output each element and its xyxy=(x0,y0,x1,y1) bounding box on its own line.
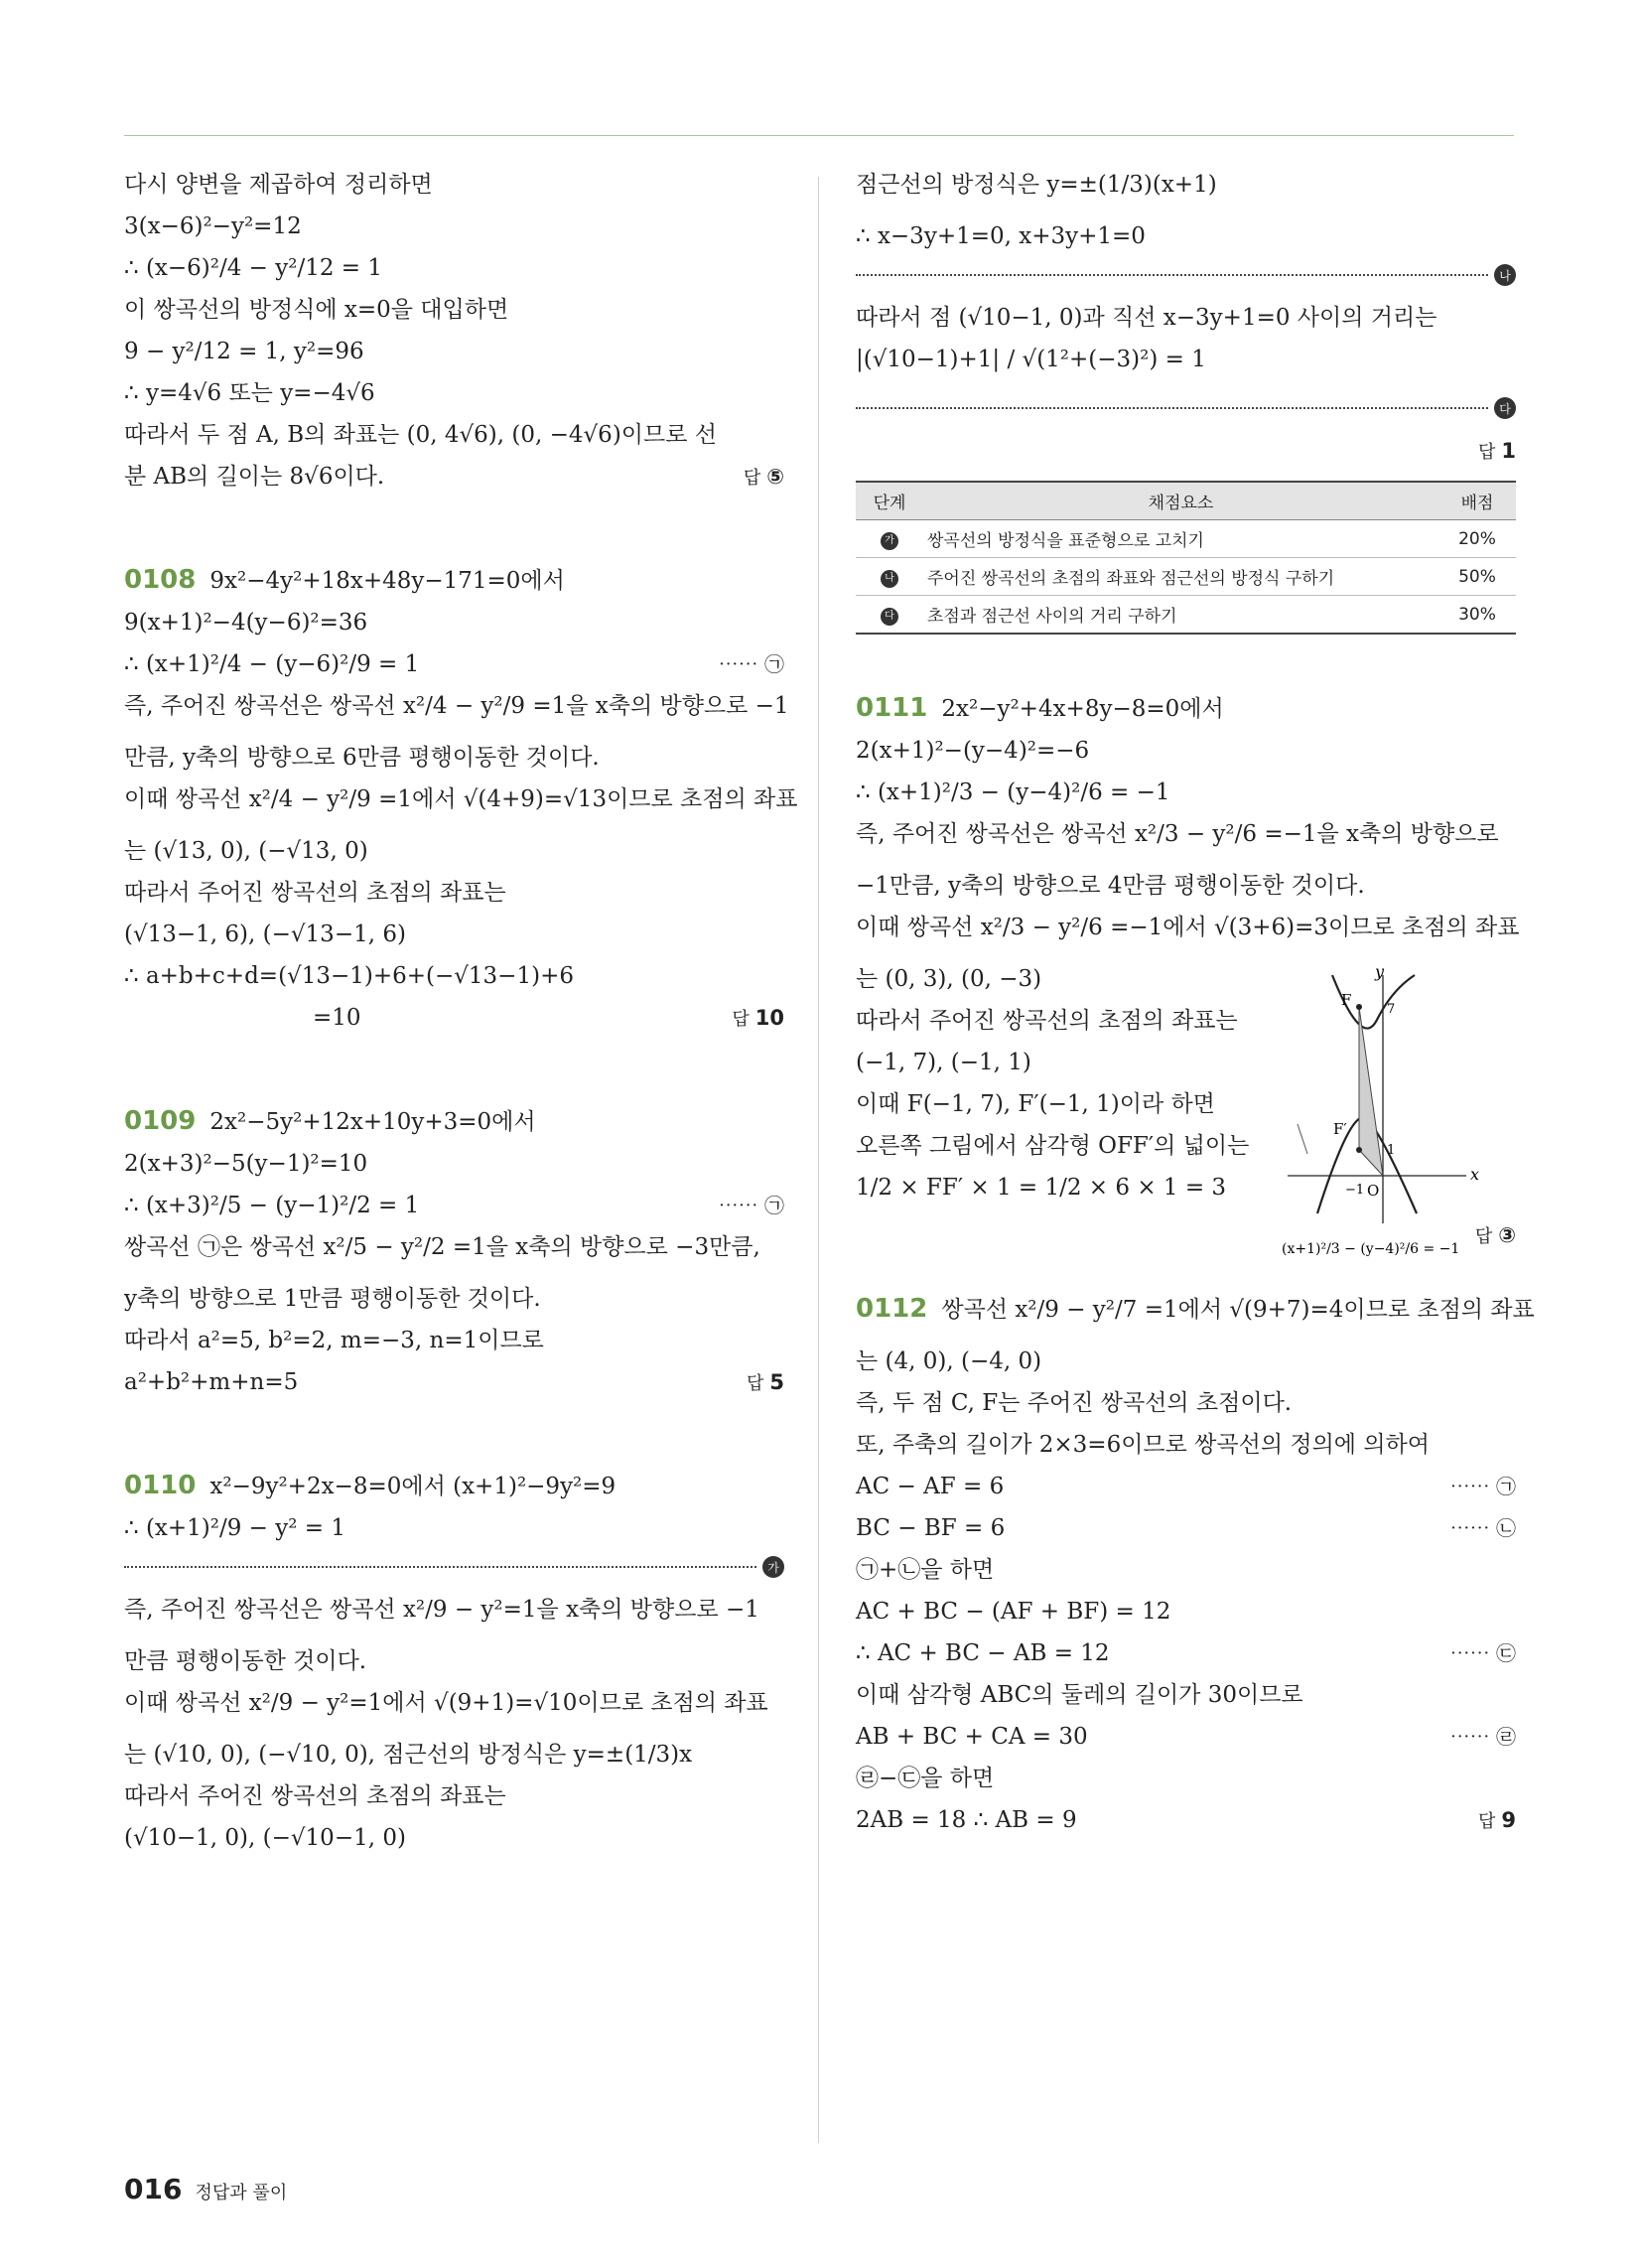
problem-0109-header xyxy=(124,1107,784,1136)
equation-line: 9(x+1)²−4(y−6)²=36 xyxy=(124,610,368,636)
text-line: 만큼 평행이동한 것이다. xyxy=(124,1648,367,1674)
section-title: 정답과 풀이 xyxy=(195,2183,288,2203)
answer-value: 9 xyxy=(1501,1808,1516,1832)
focus-f-point xyxy=(1356,1004,1362,1010)
answer-tag: 답 xyxy=(1477,442,1496,463)
answer xyxy=(732,1004,784,1034)
equation-line: |(√10−1)+1| / √(1²+(−3)²) = 1 xyxy=(856,347,1206,372)
answer-row xyxy=(856,1806,1516,1836)
text-line: 는 (0, 3), (0, −3) xyxy=(856,966,1042,992)
equation-line: ∴ (x+1)²/9 − y² = 1 xyxy=(124,1515,346,1541)
dotted-rule xyxy=(856,274,1488,276)
equation-text: AC − AF = 6 xyxy=(856,1474,1005,1499)
text-line: 따라서 주어진 쌍곡선의 초점의 좌표는 xyxy=(856,1008,1238,1034)
table-cell: 30% xyxy=(1438,596,1516,635)
equation-text: BC − BF = 6 xyxy=(856,1515,1006,1541)
page-number: 016 xyxy=(124,2173,183,2205)
equation-line: ∴ x−3y+1=0, x+3y+1=0 xyxy=(856,223,1146,249)
origin-label: O xyxy=(1367,1182,1380,1200)
equation-line: ∴ y=4√6 또는 y=−4√6 xyxy=(124,380,375,406)
equation-line: 2AB = 18 ∴ AB = 9 xyxy=(856,1807,1077,1833)
equation-line: 1/2 × FF′ × 1 = 1/2 × 6 × 1 = 3 xyxy=(856,1175,1227,1201)
hyperbola-graph xyxy=(1278,965,1516,1263)
problem-0108-header xyxy=(124,566,784,595)
equation-text: ∴ AC + BC − AB = 12 xyxy=(856,1640,1110,1666)
answer-value: 1 xyxy=(1501,439,1516,463)
text-line: 즉, 두 점 C, F는 주어진 쌍곡선의 초점이다. xyxy=(856,1390,1293,1416)
table-cell xyxy=(856,558,923,596)
answer xyxy=(744,463,784,493)
equation-line: 3(x−6)²−y²=12 xyxy=(124,213,302,239)
answer-tag: 답 xyxy=(732,1009,750,1030)
step-badge: 다 xyxy=(1494,397,1516,419)
text-line: 즉, 주어진 쌍곡선은 쌍곡선 x²/3 − y²/6 =−1을 x축의 방향으로 xyxy=(856,821,1499,847)
answer-row xyxy=(124,463,784,493)
equation-text: ∴ (x+1)²/4 − (y−6)²/9 = 1 xyxy=(124,651,420,677)
equation-line: (−1, 7), (−1, 1) xyxy=(856,1050,1031,1075)
triangle-off xyxy=(1359,1007,1383,1176)
equation-line xyxy=(856,1514,1516,1542)
step-divider xyxy=(856,397,1516,419)
equation-mark: ⋯⋯ ㉠ xyxy=(1449,1475,1516,1498)
problem-number: 0109 xyxy=(124,1106,197,1136)
equation-line: ∴ (x+1)²/3 − (y−4)²/6 = −1 xyxy=(856,780,1170,805)
text-line: 이때 쌍곡선 x²/3 − y²/6 =−1에서 √(3+6)=3이므로 초점의 좌표 xyxy=(856,915,1520,940)
y-axis-label: y xyxy=(1375,965,1385,981)
answer-value: ③ xyxy=(1498,1223,1516,1247)
table-row xyxy=(856,558,1516,596)
equation-line xyxy=(856,1723,1516,1751)
equation-line: 2(x+1)²−(y−4)²=−6 xyxy=(856,738,1090,764)
equation-line xyxy=(856,1473,1516,1500)
answer-row xyxy=(856,437,1516,467)
equation-mark: ⋯⋯ ㉣ xyxy=(1449,1725,1516,1749)
answer-tag: 답 xyxy=(1474,1226,1493,1247)
table-row xyxy=(856,520,1516,558)
equation-mark: ⋯⋯ ㉡ xyxy=(1449,1516,1516,1540)
equation-mark: ⋯⋯ ㉠ xyxy=(718,1194,784,1217)
table-header: 단계 xyxy=(856,482,923,520)
x-axis-label: x xyxy=(1470,1165,1480,1184)
answer-row xyxy=(124,1004,784,1034)
table-cell: 주어진 쌍곡선의 초점의 좌표와 점근선의 방정식 구하기 xyxy=(923,558,1438,596)
text-line: 즉, 주어진 쌍곡선은 쌍곡선 x²/4 − y²/9 =1을 x축의 방향으로 −1 xyxy=(124,693,789,719)
text-line: 는 (4, 0), (−4, 0) xyxy=(856,1348,1042,1374)
text-line: 는 (√10, 0), (−√10, 0), 점근선의 방정식은 y=±(1/3)x xyxy=(124,1742,693,1768)
equation-line: x²−9y²+2x−8=0에서 (x+1)²−9y²=9 xyxy=(209,1474,616,1499)
step-badge: 나 xyxy=(1494,264,1516,286)
step-badge: 가 xyxy=(881,532,898,550)
step-divider xyxy=(124,1556,784,1578)
text-line: 점근선의 방정식은 y=±(1/3)(x+1) xyxy=(856,172,1217,198)
answer xyxy=(1478,1806,1516,1836)
text-line: 만큼, y축의 방향으로 6만큼 평행이동한 것이다. xyxy=(124,745,600,771)
table-cell: 50% xyxy=(1438,558,1516,596)
text-line: 즉, 주어진 쌍곡선은 쌍곡선 x²/9 − y²=1을 x축의 방향으로 −1 xyxy=(124,1597,759,1623)
text-line: 분 AB의 길이는 8√6이다. xyxy=(124,464,385,490)
scoring-table xyxy=(856,481,1516,635)
page-footer xyxy=(124,2173,287,2205)
equation-line: ∴ (x−6)²/4 − y²/12 = 1 xyxy=(124,255,383,281)
text-line: 따라서 두 점 A, B의 좌표는 (0, 4√6), (0, −4√6)이므로 선 xyxy=(124,422,717,448)
text-line: ㉠+㉡을 하면 xyxy=(856,1557,995,1583)
tick-m1-label: −1 xyxy=(1345,1183,1365,1198)
hyperbola-svg xyxy=(1278,965,1516,1263)
equation-text: AB + BC + CA = 30 xyxy=(856,1724,1088,1750)
problem-number: 0112 xyxy=(856,1294,928,1324)
graph-block xyxy=(856,965,1516,1257)
problem-number: 0111 xyxy=(856,693,928,723)
focus-fp-point xyxy=(1356,1147,1362,1153)
table-row xyxy=(856,596,1516,635)
text-line: −1만큼, y축의 방향으로 4만큼 평행이동한 것이다. xyxy=(856,873,1365,899)
table-cell: 20% xyxy=(1438,520,1516,558)
problem-0110-header xyxy=(124,1472,784,1500)
equation-line: AC + BC − (AF + BF) = 12 xyxy=(856,1599,1171,1625)
table-cell xyxy=(856,596,923,635)
table-cell: 초점과 점근선 사이의 거리 구하기 xyxy=(923,596,1438,635)
text-line: 는 (√13, 0), (−√13, 0) xyxy=(124,838,368,864)
equation-line xyxy=(124,1192,784,1219)
table-header: 배점 xyxy=(1438,482,1516,520)
equation-line: a²+b²+m+n=5 xyxy=(124,1369,299,1395)
text-line: 이때 쌍곡선 x²/9 − y²=1에서 √(9+1)=√10이므로 초점의 좌표 xyxy=(124,1690,768,1716)
text-line: 이때 쌍곡선 x²/4 − y²/9 =1에서 √(4+9)=√13이므로 초점의 좌표 xyxy=(124,786,798,812)
equation-line: 9 − y²/12 = 1, y²=96 xyxy=(124,339,364,364)
answer xyxy=(1478,439,1516,463)
text-line: 따라서 점 (√10−1, 0)과 직선 x−3y+1=0 사이의 거리는 xyxy=(856,305,1437,331)
asymptote xyxy=(1298,1124,1307,1154)
text-line: 오른쪽 그림에서 삼각형 OFF′의 넓이는 xyxy=(856,1133,1250,1159)
text-line: ㉣−㉢을 하면 xyxy=(856,1766,995,1791)
equation-mark: ⋯⋯ ㉢ xyxy=(1449,1641,1516,1665)
text-line: 쌍곡선 x²/9 − y²/7 =1에서 √(9+7)=4이므로 초점의 좌표 xyxy=(941,1297,1535,1323)
equation-line xyxy=(856,1639,1516,1667)
text-line: 이 쌍곡선의 방정식에 x=0을 대입하면 xyxy=(124,297,509,323)
equation-line: 2(x+3)²−5(y−1)²=10 xyxy=(124,1151,368,1177)
column-divider xyxy=(818,177,819,2143)
text-line: 쌍곡선 ㉠은 쌍곡선 x²/5 − y²/2 =1을 x축의 방향으로 −3만큼, xyxy=(124,1234,760,1260)
equation-mark: ⋯⋯ ㉠ xyxy=(718,652,784,676)
right-column xyxy=(856,171,1535,1850)
left-column xyxy=(124,171,798,1866)
equation-text: ∴ (x+3)²/5 − (y−1)²/2 = 1 xyxy=(124,1193,420,1218)
answer-tag: 답 xyxy=(1477,1811,1496,1832)
text-line: 또, 주축의 길이가 2×3=6이므로 쌍곡선의 정의에 의하여 xyxy=(856,1432,1430,1458)
equation-line: =10 xyxy=(313,1005,361,1031)
table-cell xyxy=(856,520,923,558)
text-line: 이때 F(−1, 7), F′(−1, 1)이라 하면 xyxy=(856,1091,1215,1117)
step-divider xyxy=(856,264,1516,286)
table-header-row xyxy=(856,482,1516,520)
focus-f-label: F xyxy=(1341,991,1352,1009)
table-header: 채점요소 xyxy=(923,482,1438,520)
answer-tag: 답 xyxy=(746,1373,764,1394)
problem-0112-header xyxy=(856,1294,1535,1324)
focus-fp-label: F′ xyxy=(1333,1120,1347,1138)
dotted-rule xyxy=(124,1566,756,1568)
problem-0111-header xyxy=(856,694,1516,723)
text-line: 따라서 주어진 쌍곡선의 초점의 좌표는 xyxy=(124,1783,506,1809)
tick-1-label: 1 xyxy=(1387,1143,1396,1158)
table-cell: 쌍곡선의 방정식을 표준형으로 고치기 xyxy=(923,520,1438,558)
step-badge: 가 xyxy=(762,1556,784,1578)
tick-7-label: 7 xyxy=(1387,1002,1396,1017)
equation-line: 2x²−y²+4x+8y−8=0에서 xyxy=(941,696,1224,722)
text-line: y축의 방향으로 1만큼 평행이동한 것이다. xyxy=(124,1286,541,1312)
text-line: 따라서 a²=5, b²=2, m=−3, n=1이므로 xyxy=(124,1328,544,1353)
equation-line: ∴ a+b+c+d=(√13−1)+6+(−√13−1)+6 xyxy=(124,963,574,989)
equation-line: 9x²−4y²+18x+48y−171=0에서 xyxy=(209,568,565,594)
problem-number: 0108 xyxy=(124,565,197,595)
equation-line: (√10−1, 0), (−√10−1, 0) xyxy=(124,1825,406,1851)
text-line: 이때 삼각형 ABC의 둘레의 길이가 30이므로 xyxy=(856,1682,1303,1708)
equation-line: 2x²−5y²+12x+10y+3=0에서 xyxy=(209,1109,536,1135)
equation-line: (√13−1, 6), (−√13−1, 6) xyxy=(124,921,406,947)
text-line: 다시 양변을 제곱하여 정리하면 xyxy=(124,172,433,198)
answer-value: 10 xyxy=(754,1006,784,1030)
problem-number: 0110 xyxy=(124,1471,197,1500)
answer-value: 5 xyxy=(769,1370,784,1394)
step-badge: 다 xyxy=(881,608,898,626)
answer-tag: 답 xyxy=(743,468,761,489)
step-badge: 나 xyxy=(881,570,898,588)
dotted-rule xyxy=(856,407,1488,409)
answer-row xyxy=(124,1368,784,1398)
text-line: 따라서 주어진 쌍곡선의 초점의 좌표는 xyxy=(124,880,506,906)
graph-caption: (x+1)²/3 − (y−4)²/6 = −1 xyxy=(1282,1241,1460,1257)
top-rule xyxy=(124,135,1514,136)
equation-line xyxy=(124,650,784,678)
answer xyxy=(747,1368,784,1398)
answer-value: ⑤ xyxy=(766,465,784,489)
